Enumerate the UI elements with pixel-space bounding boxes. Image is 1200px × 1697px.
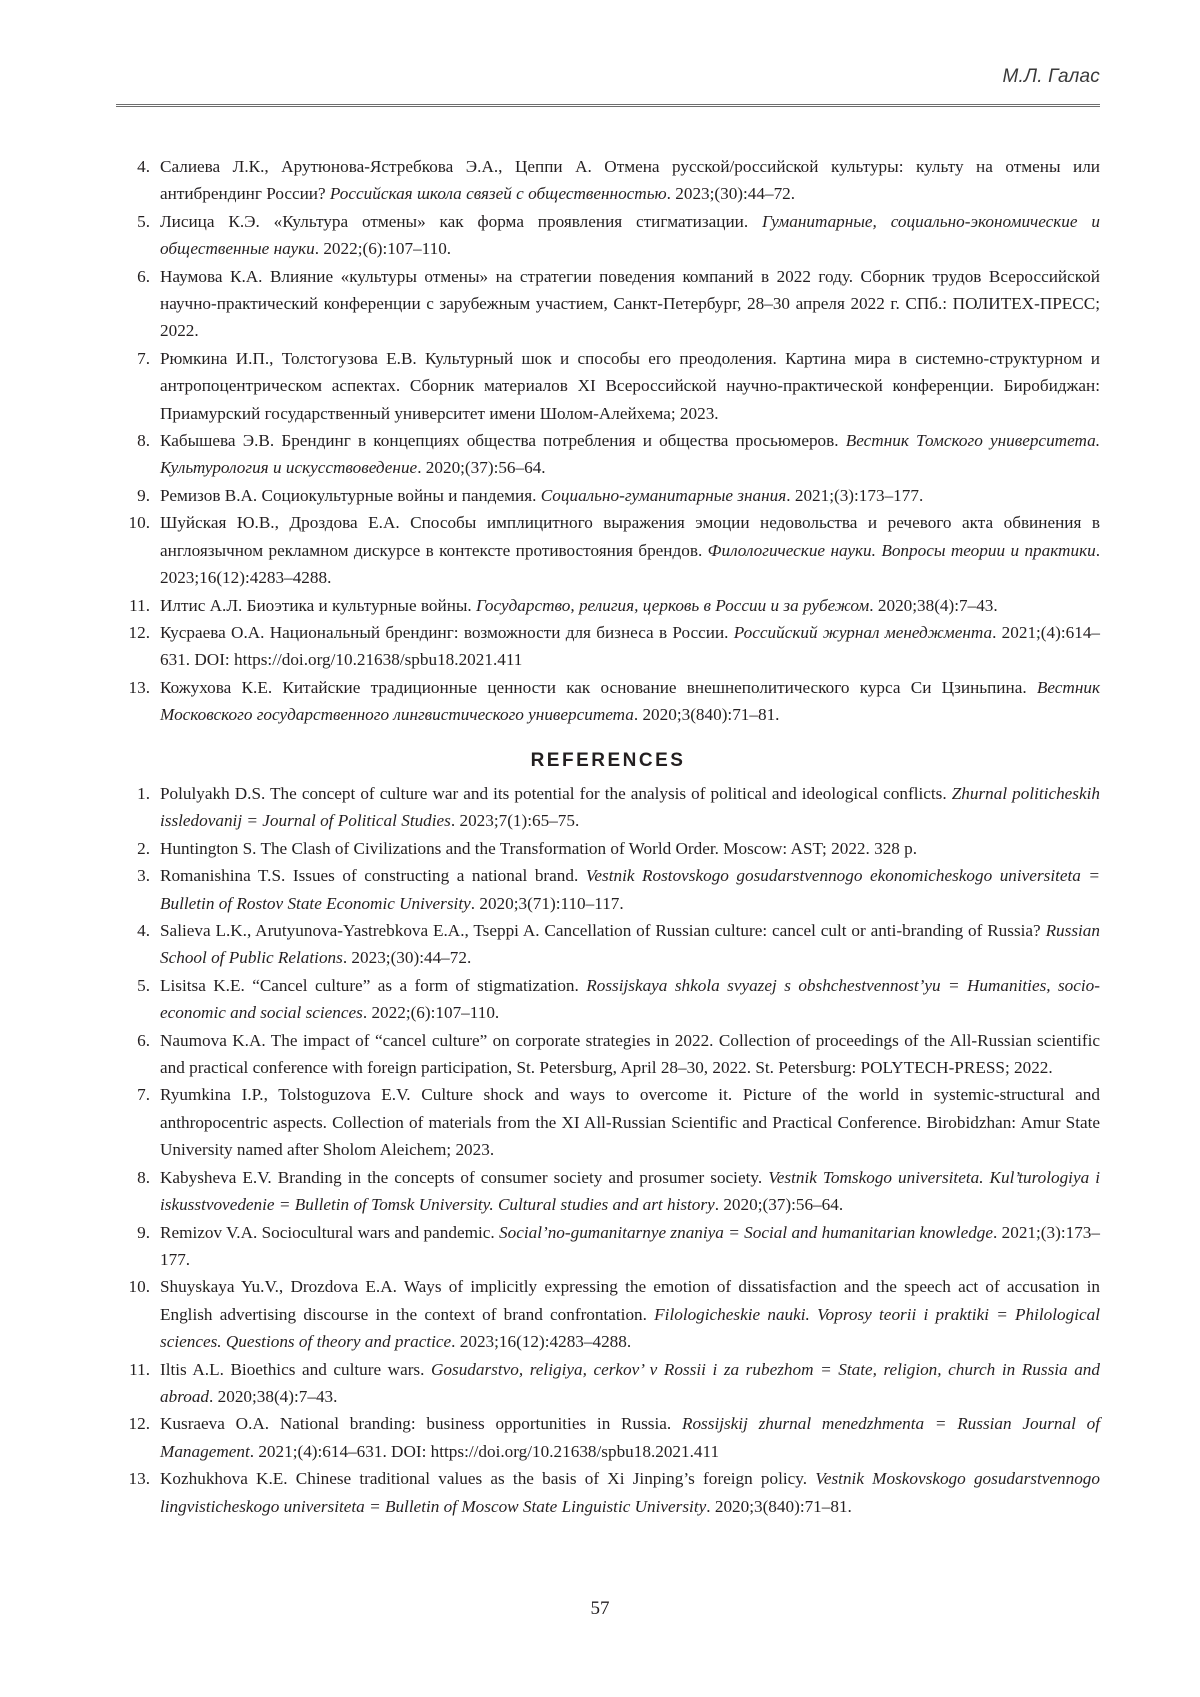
reference-journal: Филологические науки. Вопросы теории и практики [707, 540, 1096, 560]
reference-journal: Vestnik Rostovskogo gosudarstvennogo ekonomicheskogo universiteta = Bulletin of Rostov State Economic University [160, 866, 1100, 913]
reference-authors-and-title: Iltis A.L. Bioethics and culture wars. [160, 1359, 432, 1379]
reference-number: 8. [137, 1167, 150, 1187]
reference-details: . 2023;7(1):65–75. [450, 811, 580, 831]
reference-number: 11. [129, 1359, 150, 1379]
reference-item [116, 208, 1100, 263]
reference-details: . 2023;(30):44–72. [342, 948, 472, 968]
reference-number: 6. [137, 266, 150, 286]
reference-number: 9. [137, 485, 150, 505]
english-reference-list [116, 780, 1100, 1520]
reference-item [116, 345, 1100, 427]
reference-number: 6. [137, 1030, 150, 1050]
reference-details: . 2020;38(4):7–43. [869, 595, 998, 615]
reference-details: . 2021;(4):614–631. DOI: https://doi.org/10.21638/spbu18.2021.411 [160, 622, 1101, 670]
reference-details: . 2022;(6):107–110. [362, 1003, 500, 1023]
reference-number: 9. [137, 1222, 150, 1242]
reference-authors-and-title: Ryumkina I.P., Tolstoguzova E.V. Culture shock and ways to overcome it. Picture of the world in systemic-structural and anthropocentric aspects. Collection of materials from the XI All-Russian Scientific and Practical Conference. Birobidzhan: Amur State University named after Sholom Aleichem; 2023. [160, 1085, 1100, 1160]
reference-details: . 2023;(30):44–72. [666, 184, 796, 204]
reference-authors-and-title: Кабышева Э.В. Брендинг в концепциях общества потребления и общества просьюмеров. [160, 431, 846, 451]
running-head-author: М.Л. Галас [1002, 66, 1100, 87]
reference-details: . 2020;(37):56–64. [417, 458, 546, 478]
reference-journal: Социально-гуманитарные знания [540, 485, 787, 505]
reference-journal: Zhurnal politicheskih issledovanij = Journal of Political Studies [160, 784, 1100, 831]
reference-authors-and-title: Ремизов В.А. Социокультурные войны и пандемия. [160, 485, 541, 505]
reference-number: 4. [137, 157, 150, 176]
reference-authors-and-title: Kozhukhova K.E. Chinese traditional values as the basis of Xi Jinping’s foreign policy. [160, 1469, 816, 1489]
reference-item [116, 1273, 1100, 1355]
header-rule [116, 104, 1100, 108]
reference-item [116, 1027, 1100, 1082]
reference-authors-and-title: Naumova K.A. The impact of “cancel culture” on corporate strategies in 2022. Collection of proceedings of the All-Russian scientific and practical conference with foreign participation, St. Petersburg, April 28–30, 2022. St. Petersburg: POLYTECH-PRESS; 2022. [160, 1030, 1100, 1078]
reference-number: 2. [137, 838, 150, 858]
reference-number: 10. [128, 513, 150, 533]
reference-item [116, 1356, 1100, 1411]
reference-number: 12. [128, 622, 150, 642]
reference-item [116, 482, 1100, 509]
reference-details: . 2023;16(12):4283–4288. [451, 1332, 632, 1352]
reference-details: . 2023;16(12):4283–4288. [160, 540, 1100, 588]
page-number: 57 [590, 1598, 610, 1619]
reference-details: . 2020;3(840):71–81. [633, 705, 780, 725]
reference-item [116, 1465, 1100, 1520]
reference-journal: Social’no-gumanitarnye znaniya = Social and humanitarian knowledge [499, 1222, 994, 1242]
reference-number: 5. [137, 211, 150, 231]
reference-item [116, 1081, 1100, 1163]
reference-item [116, 619, 1100, 674]
reference-item [116, 780, 1100, 835]
reference-authors-and-title: Remizov V.A. Sociocultural wars and pandemic. [160, 1222, 500, 1242]
reference-details: . 2020;(37):56–64. [714, 1195, 844, 1215]
reference-journal: Gosudarstvo, religiya, cerkov’ v Rossii i za rubezhom = State, religion, church in Russia and abroad [160, 1359, 1100, 1406]
reference-item [116, 153, 1100, 208]
reference-number: 12. [128, 1414, 150, 1434]
reference-authors-and-title: Salieva L.K., Arutyunova-Yastrebkova E.A., Tseppi A. Cancellation of Russian culture: cancel cult or anti-branding of Russia? [160, 921, 1046, 941]
reference-authors-and-title: Kabysheva E.V. Branding in the concepts of consumer society and prosumer society. [160, 1167, 769, 1187]
reference-authors-and-title: Shuyskaya Yu.V., Drozdova E.A. Ways of implicitly expressing the emotion of dissatisfaction and the speech act of accusation in English advertising discourse in the context of brand confrontation. [160, 1277, 1100, 1324]
reference-details: . 2022;(6):107–110. [314, 239, 452, 259]
reference-item [116, 917, 1100, 972]
reference-journal: Rossijskij zhurnal menedzhmenta = Russian Journal of Management [160, 1414, 1100, 1461]
reference-authors-and-title: Kusraeva O.A. National branding: business opportunities in Russia. [160, 1414, 682, 1434]
reference-journal: Российский журнал менеджмента [733, 622, 993, 642]
reference-journal: Russian School of Public Relations [160, 921, 1100, 968]
reference-details: . 2021;(4):614–631. DOI: https://doi.org/10.21638/spbu18.2021.411 [249, 1441, 720, 1461]
reference-authors-and-title: Кусраева О.А. Национальный брендинг: возможности для бизнеса в России. [160, 622, 734, 642]
reference-authors-and-title: Huntington S. The Clash of Civilizations and the Transformation of World Order. Moscow: AST; 2022. 328 p. [160, 838, 918, 858]
reference-details: . 2020;38(4):7–43. [209, 1386, 338, 1406]
reference-item [116, 862, 1100, 917]
reference-item [116, 263, 1100, 345]
reference-number: 10. [128, 1277, 150, 1297]
reference-item [116, 972, 1100, 1027]
reference-number: 5. [137, 975, 150, 995]
reference-item [116, 674, 1100, 729]
reference-journal: Вестник Московского государственного лингвистического университета [160, 677, 1100, 725]
reference-number: 13. [128, 677, 150, 697]
reference-details: . 2021;(3):173–177. [786, 485, 924, 505]
reference-authors-and-title: Кожухова К.Е. Китайские традиционные ценности как основание внешнеполитического курса Си Цзиньпина. [160, 677, 1037, 697]
reference-item [116, 1219, 1100, 1274]
reference-details: . 2020;3(71):110–117. [470, 893, 624, 913]
reference-item [116, 835, 1100, 862]
reference-journal: Vestnik Moskovskogo gosudarstvennogo lingvisticheskogo universiteta = Bulletin of Moscow State Linguistic University [160, 1469, 1100, 1516]
reference-number: 11. [129, 595, 150, 615]
reference-journal: Вестник Томского университета. Культурология и искусствоведение [160, 431, 1100, 478]
reference-number: 1. [137, 784, 150, 803]
reference-journal: Vestnik Tomskogo universiteta. Kul’turologiya i iskusstvovedenie = Bulletin of Tomsk University. Cultural studies and art history [160, 1167, 1101, 1215]
references-heading: REFERENCES [530, 750, 686, 771]
reference-authors-and-title: Рюмкина И.П., Толстогузова Е.В. Культурный шок и способы его преодоления. Картина мира в системно-структурном и антропоцентрическом аспектах. Сборник материалов XI Всероссийской научно-практической конференции. Биробиджан: Приамурский государственный университет имени Шолом-Алейхема; 2023. [160, 348, 1100, 423]
reference-authors-and-title: Шуйская Ю.В., Дроздова Е.А. Способы имплицитного выражения эмоции недовольства и речевого акта обвинения в англоязычном рекламном дискурсе в контексте противостояния брендов. [160, 513, 1100, 560]
reference-item [116, 592, 1100, 619]
reference-number: 13. [128, 1469, 150, 1489]
reference-item [116, 509, 1100, 591]
russian-reference-list [116, 153, 1100, 729]
reference-number: 4. [137, 921, 150, 941]
reference-item [116, 427, 1100, 482]
reference-authors-and-title: Lisitsa K.E. “Cancel culture” as a form of stigmatization. [160, 975, 587, 995]
reference-journal: Гуманитарные, социально-экономические и общественные науки [160, 211, 1100, 259]
reference-journal: Filologicheskie nauki. Voprosy teorii i praktiki = Philological sciences. Questions of theory and practice [160, 1304, 1100, 1352]
reference-number: 8. [137, 431, 150, 451]
reference-number: 7. [137, 348, 150, 368]
reference-details: . 2021;(3):173–177. [160, 1222, 1100, 1269]
reference-journal: Rossijskaya shkola svyazej s obshchestvennost’yu = Humanities, socio-economic and social sciences [160, 975, 1100, 1023]
reference-number: 7. [137, 1085, 150, 1105]
reference-authors-and-title: Лисица К.Э. «Культура отмены» как форма проявления стигматизации. [160, 211, 763, 231]
reference-journal: Государство, религия, церковь в России и за рубежом [476, 595, 870, 615]
reference-item [116, 1164, 1100, 1219]
reference-authors-and-title: Илтис А.Л. Биоэтика и культурные войны. [160, 595, 477, 615]
reference-journal: Российская школа связей с общественностью [329, 184, 667, 204]
reference-number: 3. [137, 866, 150, 886]
reference-authors-and-title: Romanishina T.S. Issues of constructing a national brand. [160, 866, 586, 886]
reference-item [116, 1410, 1100, 1465]
reference-authors-and-title: Салиева Л.К., Арутюнова-Ястребкова Э.А., Цеппи А. Отмена русской/российской культуры: культу на отмены или антибрендинг России? [160, 157, 1100, 204]
reference-details: . 2020;3(840):71–81. [706, 1496, 852, 1516]
reference-authors-and-title: Наумова К.А. Влияние «культуры отмены» на стратегии поведения компаний в 2022 году. Сборник трудов Всероссийской научно-практический конференции с зарубежным участием, Санкт-Петербург, 28–30 апреля 2022 г. СПб.: ПОЛИТЕХ-ПРЕСС; 2022. [160, 266, 1100, 341]
reference-authors-and-title: Polulyakh D.S. The concept of culture war and its potential for the analysis of political and ideological conflicts. [160, 784, 952, 803]
